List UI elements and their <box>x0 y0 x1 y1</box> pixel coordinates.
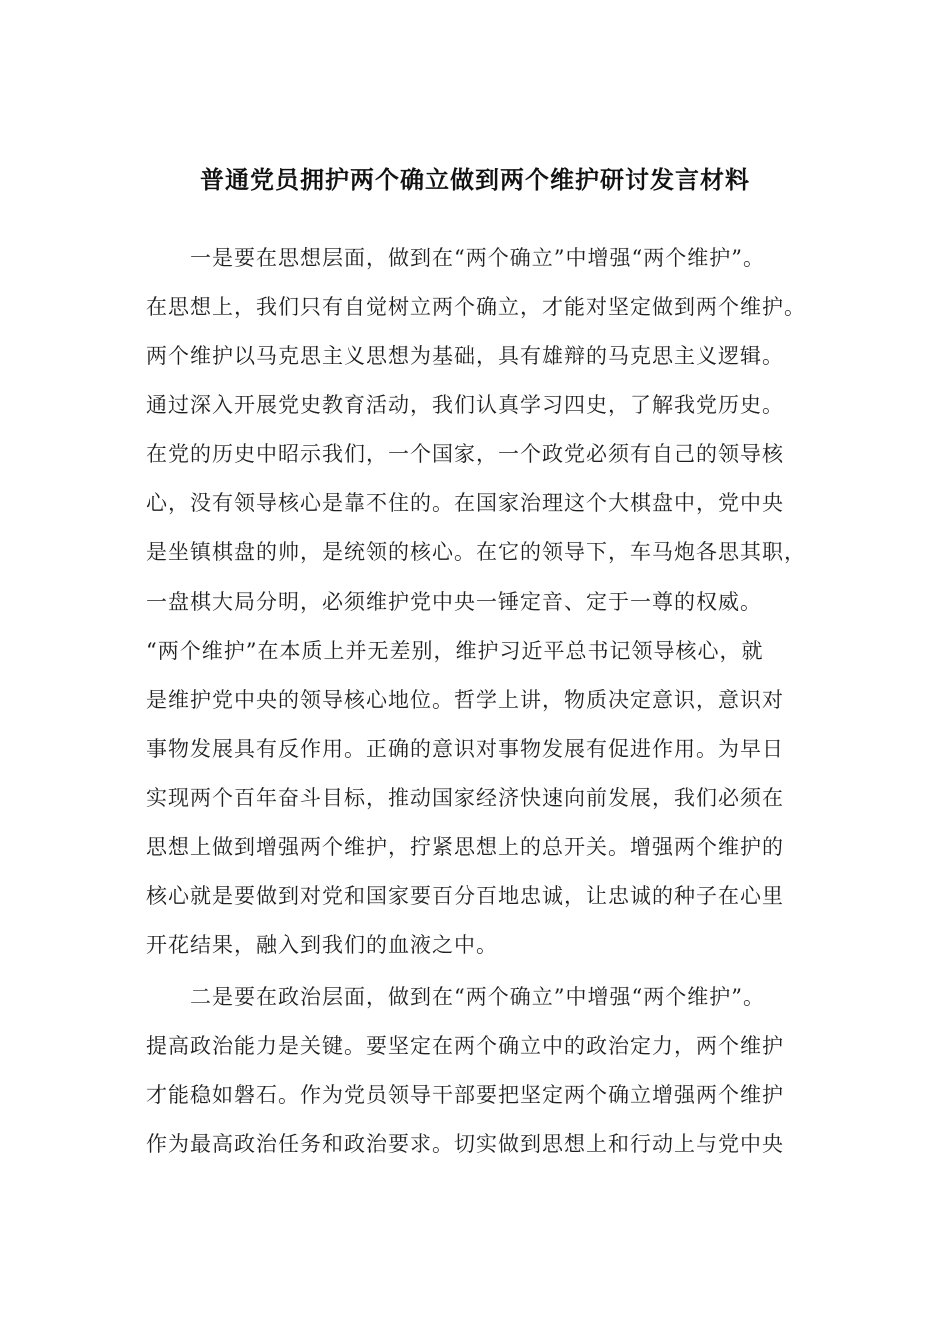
body-line: 心，没有领导核心是靠不住的。在国家治理这个大棋盘中，党中央 <box>146 491 784 515</box>
body-line: 事物发展具有反作用。正确的意识对事物发展有促进作用。为早日 <box>146 737 784 761</box>
body-line: 是维护党中央的领导核心地位。哲学上讲，物质决定意识，意识对 <box>146 688 784 712</box>
body-line: 作为最高政治任务和政治要求。切实做到思想上和行动上与党中央 <box>146 1132 784 1156</box>
document-title: 普通党员拥护两个确立做到两个维护研讨发言材料 <box>200 165 750 194</box>
body-line: 才能稳如磐石。作为党员领导干部要把坚定两个确立增强两个维护 <box>146 1083 784 1107</box>
body-line: 通过深入开展党史教育活动，我们认真学习四史，了解我党历史。 <box>146 393 784 417</box>
body-line: 在思想上，我们只有自觉树立两个确立，才能对坚定做到两个维护。 <box>146 295 806 319</box>
body-line: 开花结果，融入到我们的血液之中。 <box>146 933 498 957</box>
body-line: 两个维护以马克思主义思想为基础，具有雄辩的马克思主义逻辑。 <box>146 344 784 368</box>
body-line: 实现两个百年奋斗目标，推动国家经济快速向前发展，我们必须在 <box>146 786 784 810</box>
body-line: “两个维护”在本质上并无差别，维护习近平总书记领导核心，就 <box>146 639 764 663</box>
body-line: 思想上做到增强两个维护，拧紧思想上的总开关。增强两个维护的 <box>146 835 784 859</box>
body-line: 一是要在思想层面，做到在“两个确立”中增强“两个维护”。 <box>146 246 765 270</box>
body-line: 二是要在政治层面，做到在“两个确立”中增强“两个维护”。 <box>146 985 765 1009</box>
body-line: 提高政治能力是关键。要坚定在两个确立中的政治定力，两个维护 <box>146 1034 784 1058</box>
body-line: 核心就是要做到对党和国家要百分百地忠诚，让忠诚的种子在心里 <box>146 884 784 908</box>
body-line: 一盘棋大局分明，必须维护党中央一锤定音、定于一尊的权威。 <box>146 590 762 614</box>
body-line: 在党的历史中昭示我们，一个国家，一个政党必须有自己的领导核 <box>146 442 784 466</box>
body-line: 是坐镇棋盘的帅，是统领的核心。在它的领导下，车马炮各思其职， <box>146 540 806 564</box>
